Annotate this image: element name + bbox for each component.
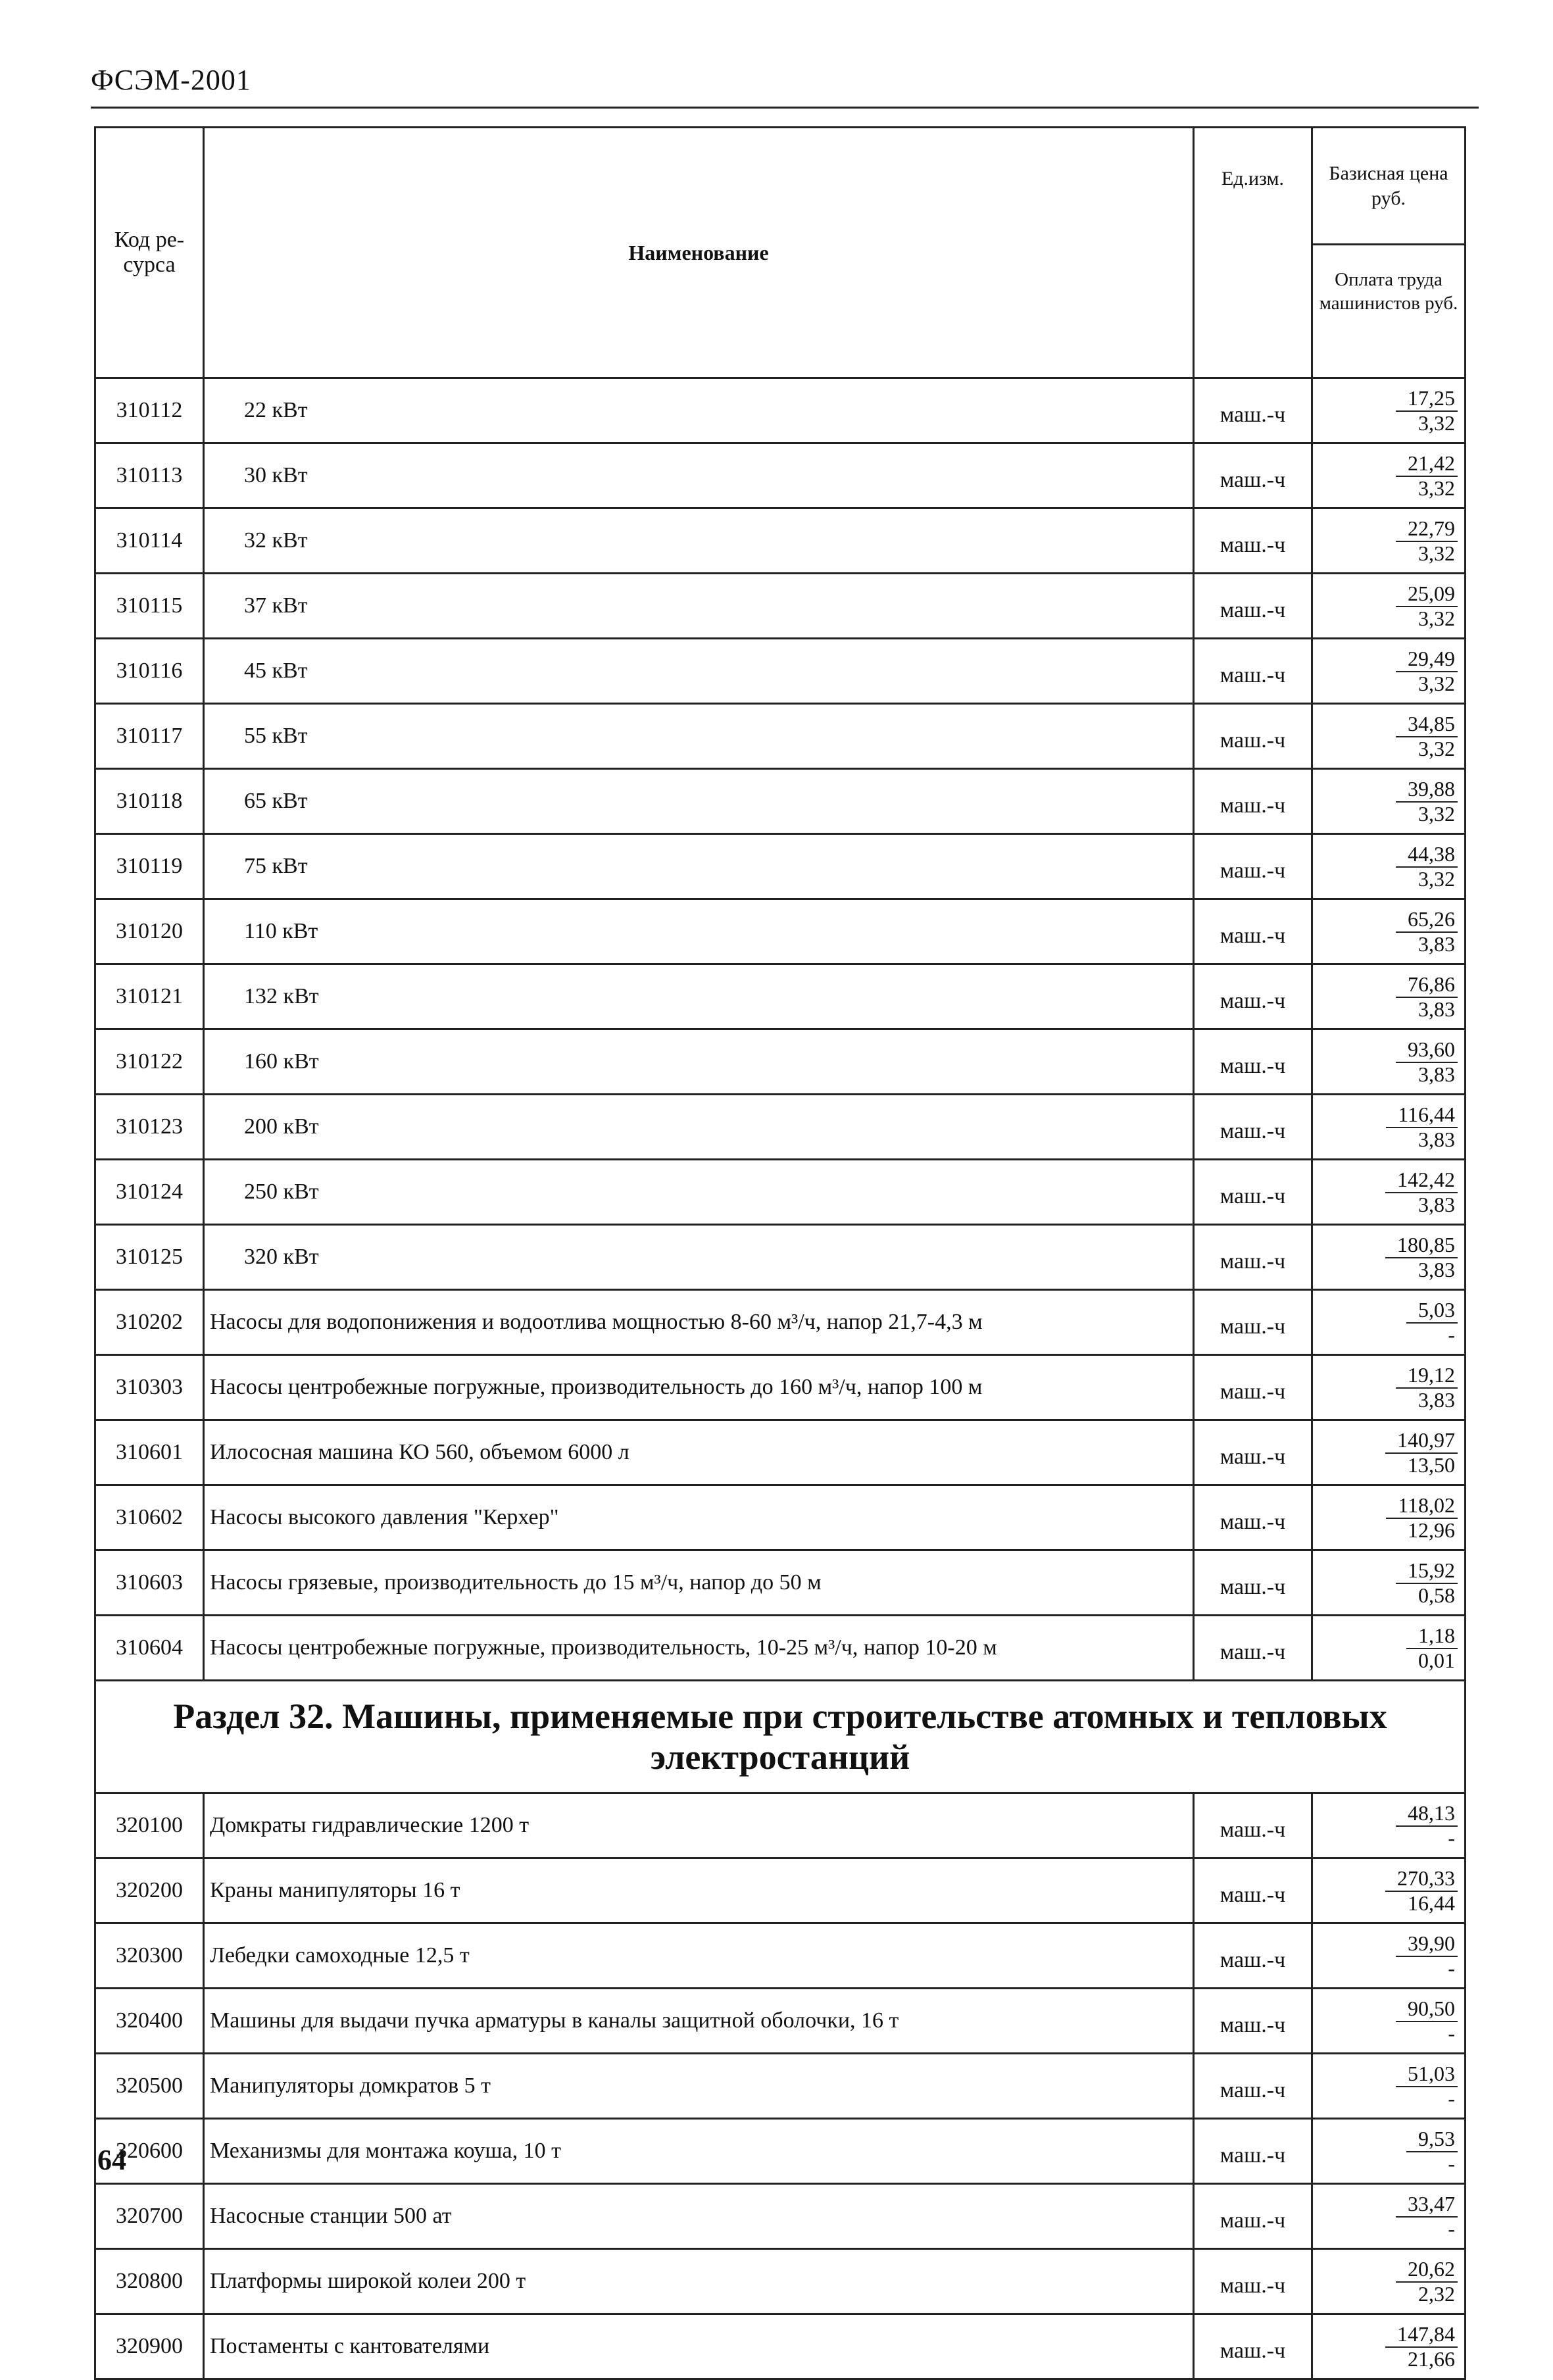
- price-cell: [1312, 1793, 1466, 1858]
- header-rule: [91, 107, 1479, 109]
- base-price: 39,88: [1396, 778, 1458, 803]
- operator-wage: 3,32: [1418, 736, 1455, 760]
- resource-code: 320700: [95, 2184, 204, 2249]
- unit-of-measure: маш.-ч: [1194, 1858, 1312, 1923]
- base-price: 15,92: [1396, 1559, 1458, 1584]
- base-price: 51,03: [1396, 2062, 1458, 2087]
- operator-wage: 12,96: [1408, 1518, 1455, 1542]
- resource-name: Домкраты гидравлические 1200 т: [204, 1793, 1194, 1858]
- resource-name: 37 кВт: [204, 574, 1194, 639]
- resource-name: 200 кВт: [204, 1095, 1194, 1160]
- operator-wage: 13,50: [1408, 1452, 1455, 1477]
- unit-of-measure: маш.-ч: [1194, 2054, 1312, 2119]
- unit-of-measure: маш.-ч: [1194, 2249, 1312, 2314]
- operator-wage: -: [1448, 1956, 1455, 1980]
- base-price: 34,85: [1396, 712, 1458, 737]
- table-row: [95, 574, 1466, 639]
- resource-code: 320100: [95, 1793, 204, 1858]
- resource-name: Насосы центробежные погружные, производительность, 10-25 м³/ч, напор 10-20 м: [204, 1616, 1194, 1681]
- unit-of-measure: маш.-ч: [1194, 1989, 1312, 2054]
- table-row: [95, 704, 1466, 769]
- resource-name: Постаменты с кантователями: [204, 2314, 1194, 2379]
- base-price: 9,53: [1406, 2127, 1458, 2152]
- unit-of-measure: маш.-ч: [1194, 508, 1312, 574]
- resource-name: 55 кВт: [204, 704, 1194, 769]
- resource-name: 320 кВт: [204, 1225, 1194, 1290]
- operator-wage: 3,32: [1418, 541, 1455, 565]
- table-row: [95, 769, 1466, 834]
- resource-code: 310113: [95, 443, 204, 508]
- price-cell: [1312, 2119, 1466, 2184]
- resource-code: 310112: [95, 378, 204, 443]
- price-cell: [1312, 1989, 1466, 2054]
- resource-code: 320600: [95, 2119, 204, 2184]
- operator-wage: 3,83: [1418, 997, 1455, 1021]
- table-row: [95, 1858, 1466, 1923]
- header-unit: Ед.изм.: [1194, 128, 1312, 378]
- resource-name: 32 кВт: [204, 508, 1194, 574]
- table-row: [95, 2249, 1466, 2314]
- price-cell: [1312, 2249, 1466, 2314]
- table-row: [95, 1290, 1466, 1355]
- resource-name: Насосы центробежные погружные, производительность до 160 м³/ч, напор 100 м: [204, 1355, 1194, 1420]
- resource-code: 310117: [95, 704, 204, 769]
- resource-name: Насосы для водопонижения и водоотлива мощностью 8-60 м³/ч, напор 21,7-4,3 м: [204, 1290, 1194, 1355]
- unit-of-measure: маш.-ч: [1194, 704, 1312, 769]
- price-cell: [1312, 1029, 1466, 1095]
- operator-wage: 3,32: [1418, 606, 1455, 630]
- price-cell: [1312, 443, 1466, 508]
- operator-wage: 3,32: [1418, 476, 1455, 500]
- resource-code: 320800: [95, 2249, 204, 2314]
- price-cell: [1312, 1160, 1466, 1225]
- unit-of-measure: маш.-ч: [1194, 2184, 1312, 2249]
- unit-of-measure: маш.-ч: [1194, 834, 1312, 899]
- resource-name: 250 кВт: [204, 1160, 1194, 1225]
- unit-of-measure: маш.-ч: [1194, 899, 1312, 964]
- table-row: [95, 1160, 1466, 1225]
- price-cell: [1312, 1290, 1466, 1355]
- operator-wage: 3,83: [1418, 1062, 1455, 1086]
- price-cell: [1312, 1355, 1466, 1420]
- header-base-price: Базисная цена руб.: [1313, 128, 1464, 245]
- base-price: 5,03: [1406, 1299, 1458, 1324]
- unit-of-measure: маш.-ч: [1194, 574, 1312, 639]
- table-row: [95, 2119, 1466, 2184]
- unit-of-measure: маш.-ч: [1194, 1616, 1312, 1681]
- price-cell: [1312, 2184, 1466, 2249]
- price-table: [94, 126, 1466, 2380]
- resource-code: 310120: [95, 899, 204, 964]
- table-row: [95, 2054, 1466, 2119]
- resource-code: 310123: [95, 1095, 204, 1160]
- resource-code: 320300: [95, 1923, 204, 1989]
- table-row: [95, 1989, 1466, 2054]
- operator-wage: 3,32: [1418, 866, 1455, 891]
- operator-wage: 3,32: [1418, 801, 1455, 826]
- base-price: 147,84: [1385, 2323, 1458, 2348]
- base-price: 19,12: [1396, 1364, 1458, 1389]
- resource-name: Платформы широкой колеи 200 т: [204, 2249, 1194, 2314]
- resource-name: Краны манипуляторы 16 т: [204, 1858, 1194, 1923]
- base-price: 20,62: [1396, 2258, 1458, 2283]
- operator-wage: 21,66: [1408, 2346, 1455, 2371]
- table-row: [95, 1550, 1466, 1616]
- price-cell: [1312, 378, 1466, 443]
- base-price: 1,18: [1406, 1624, 1458, 1649]
- table-row: [95, 1095, 1466, 1160]
- table-row: [95, 2314, 1466, 2379]
- base-price: 25,09: [1396, 582, 1458, 607]
- unit-of-measure: маш.-ч: [1194, 2119, 1312, 2184]
- price-cell: [1312, 769, 1466, 834]
- operator-wage: -: [1448, 2086, 1455, 2110]
- resource-code: 310116: [95, 639, 204, 704]
- resource-code: 310118: [95, 769, 204, 834]
- resource-code: 320500: [95, 2054, 204, 2119]
- operator-wage: 3,83: [1418, 1127, 1455, 1151]
- table-row: [95, 1225, 1466, 1290]
- base-price: 44,38: [1396, 843, 1458, 868]
- table-row: [95, 899, 1466, 964]
- resource-name: 45 кВт: [204, 639, 1194, 704]
- base-price: 65,26: [1396, 908, 1458, 933]
- unit-of-measure: маш.-ч: [1194, 639, 1312, 704]
- unit-of-measure: маш.-ч: [1194, 1160, 1312, 1225]
- base-price: 17,25: [1396, 387, 1458, 412]
- resource-code: 310121: [95, 964, 204, 1029]
- table-row: [95, 443, 1466, 508]
- operator-wage: 3,83: [1418, 1257, 1455, 1281]
- price-cell: [1312, 574, 1466, 639]
- table-row: [95, 1616, 1466, 1681]
- unit-of-measure: маш.-ч: [1194, 1225, 1312, 1290]
- base-price: 93,60: [1396, 1038, 1458, 1063]
- operator-wage: 3,83: [1418, 1192, 1455, 1216]
- section-title: Раздел 32. Машины, применяемые при строительстве атомных и тепловых электростанций: [95, 1681, 1466, 1793]
- price-cell: [1312, 2054, 1466, 2119]
- resource-name: Механизмы для монтажа коуша, 10 т: [204, 2119, 1194, 2184]
- base-price: 118,02: [1386, 1494, 1458, 1519]
- operator-wage: 3,83: [1418, 1387, 1455, 1412]
- price-cell: [1312, 834, 1466, 899]
- price-cell: [1312, 704, 1466, 769]
- resource-name: 30 кВт: [204, 443, 1194, 508]
- table-row: [95, 2184, 1466, 2249]
- resource-name: 65 кВт: [204, 769, 1194, 834]
- price-cell: [1312, 2314, 1466, 2379]
- table-body-pumps: [95, 378, 1466, 1681]
- base-price: 48,13: [1396, 1802, 1458, 1827]
- unit-of-measure: маш.-ч: [1194, 1095, 1312, 1160]
- base-price: 76,86: [1396, 973, 1458, 998]
- table-row: [95, 1355, 1466, 1420]
- base-price: 270,33: [1385, 1867, 1458, 1892]
- table-row: [95, 1793, 1466, 1858]
- resource-code: 320400: [95, 1989, 204, 2054]
- resource-name: Насосы грязевые, производительность до 15 м³/ч, напор до 50 м: [204, 1550, 1194, 1616]
- unit-of-measure: маш.-ч: [1194, 769, 1312, 834]
- table-row: [95, 1923, 1466, 1989]
- price-cell: [1312, 1485, 1466, 1550]
- resource-code: 310114: [95, 508, 204, 574]
- price-cell: [1312, 1616, 1466, 1681]
- resource-code: 310124: [95, 1160, 204, 1225]
- table-row: [95, 964, 1466, 1029]
- unit-of-measure: маш.-ч: [1194, 1485, 1312, 1550]
- resource-code: 310125: [95, 1225, 204, 1290]
- resource-name: 75 кВт: [204, 834, 1194, 899]
- resource-name: 160 кВт: [204, 1029, 1194, 1095]
- resource-name: Илососная машина КО 560, объемом 6000 л: [204, 1420, 1194, 1485]
- price-cell: [1312, 639, 1466, 704]
- page-number: 64: [97, 2144, 126, 2176]
- table-row: [95, 639, 1466, 704]
- resource-code: 310601: [95, 1420, 204, 1485]
- resource-code: 310115: [95, 574, 204, 639]
- section-row: [95, 1681, 1466, 1793]
- header-price: [1312, 128, 1466, 378]
- unit-of-measure: маш.-ч: [1194, 378, 1312, 443]
- operator-wage: 16,44: [1408, 1891, 1455, 1915]
- header-name: Наименование: [204, 128, 1194, 378]
- table-row: [95, 1420, 1466, 1485]
- base-price: 90,50: [1396, 1997, 1458, 2022]
- table-row: [95, 1029, 1466, 1095]
- base-price: 180,85: [1385, 1233, 1458, 1258]
- price-cell: [1312, 508, 1466, 574]
- resource-name: 22 кВт: [204, 378, 1194, 443]
- unit-of-measure: маш.-ч: [1194, 1923, 1312, 1989]
- resource-code: 310602: [95, 1485, 204, 1550]
- resource-code: 310303: [95, 1355, 204, 1420]
- table-row: [95, 508, 1466, 574]
- resource-name: Насосы высокого давления "Керхер": [204, 1485, 1194, 1550]
- price-cell: [1312, 1858, 1466, 1923]
- base-price: 33,47: [1396, 2193, 1458, 2218]
- resource-name: 132 кВт: [204, 964, 1194, 1029]
- operator-wage: -: [1448, 2151, 1455, 2175]
- resource-code: 310119: [95, 834, 204, 899]
- resource-code: 310122: [95, 1029, 204, 1095]
- header-code: Код ре- сурса: [95, 128, 204, 378]
- table-body-section-32: [95, 1793, 1466, 2379]
- unit-of-measure: маш.-ч: [1194, 1355, 1312, 1420]
- table-row: [95, 378, 1466, 443]
- operator-wage: 0,58: [1418, 1583, 1455, 1607]
- price-cell: [1312, 1095, 1466, 1160]
- price-cell: [1312, 1550, 1466, 1616]
- price-cell: [1312, 1225, 1466, 1290]
- base-price: 142,42: [1385, 1168, 1458, 1193]
- base-price: 39,90: [1396, 1932, 1458, 1957]
- table-header-row: [95, 128, 1466, 378]
- operator-wage: 3,83: [1418, 931, 1455, 956]
- unit-of-measure: маш.-ч: [1194, 1793, 1312, 1858]
- unit-of-measure: маш.-ч: [1194, 1550, 1312, 1616]
- table-row: [95, 834, 1466, 899]
- price-cell: [1312, 1420, 1466, 1485]
- price-cell: [1312, 964, 1466, 1029]
- resource-name: Насосные станции 500 ат: [204, 2184, 1194, 2249]
- operator-wage: -: [1448, 1825, 1455, 1850]
- operator-wage: 2,32: [1418, 2281, 1455, 2306]
- unit-of-measure: маш.-ч: [1194, 443, 1312, 508]
- resource-code: 310202: [95, 1290, 204, 1355]
- unit-of-measure: маш.-ч: [1194, 1420, 1312, 1485]
- unit-of-measure: маш.-ч: [1194, 964, 1312, 1029]
- resource-name: Машины для выдачи пучка арматуры в каналы защитной оболочки, 16 т: [204, 1989, 1194, 2054]
- price-cell: [1312, 899, 1466, 964]
- operator-wage: -: [1448, 1322, 1455, 1347]
- resource-name: Лебедки самоходные 12,5 т: [204, 1923, 1194, 1989]
- unit-of-measure: маш.-ч: [1194, 1290, 1312, 1355]
- page-header: ФСЭМ-2001: [91, 64, 251, 96]
- operator-wage: 0,01: [1418, 1648, 1455, 1672]
- unit-of-measure: маш.-ч: [1194, 2314, 1312, 2379]
- base-price: 29,49: [1396, 647, 1458, 672]
- header-wage: Оплата труда машинистов руб.: [1319, 268, 1458, 314]
- base-price: 140,97: [1385, 1429, 1458, 1454]
- base-price: 116,44: [1386, 1103, 1458, 1128]
- resource-name: Манипуляторы домкратов 5 т: [204, 2054, 1194, 2119]
- resource-name: 110 кВт: [204, 899, 1194, 964]
- base-price: 22,79: [1396, 517, 1458, 542]
- unit-of-measure: маш.-ч: [1194, 1029, 1312, 1095]
- operator-wage: 3,32: [1418, 410, 1455, 435]
- resource-code: 310604: [95, 1616, 204, 1681]
- base-price: 21,42: [1396, 452, 1458, 477]
- operator-wage: -: [1448, 2021, 1455, 2045]
- resource-code: 320200: [95, 1858, 204, 1923]
- table-row: [95, 1485, 1466, 1550]
- resource-code: 310603: [95, 1550, 204, 1616]
- price-cell: [1312, 1923, 1466, 1989]
- operator-wage: 3,32: [1418, 671, 1455, 695]
- operator-wage: -: [1448, 2216, 1455, 2241]
- resource-code: 320900: [95, 2314, 204, 2379]
